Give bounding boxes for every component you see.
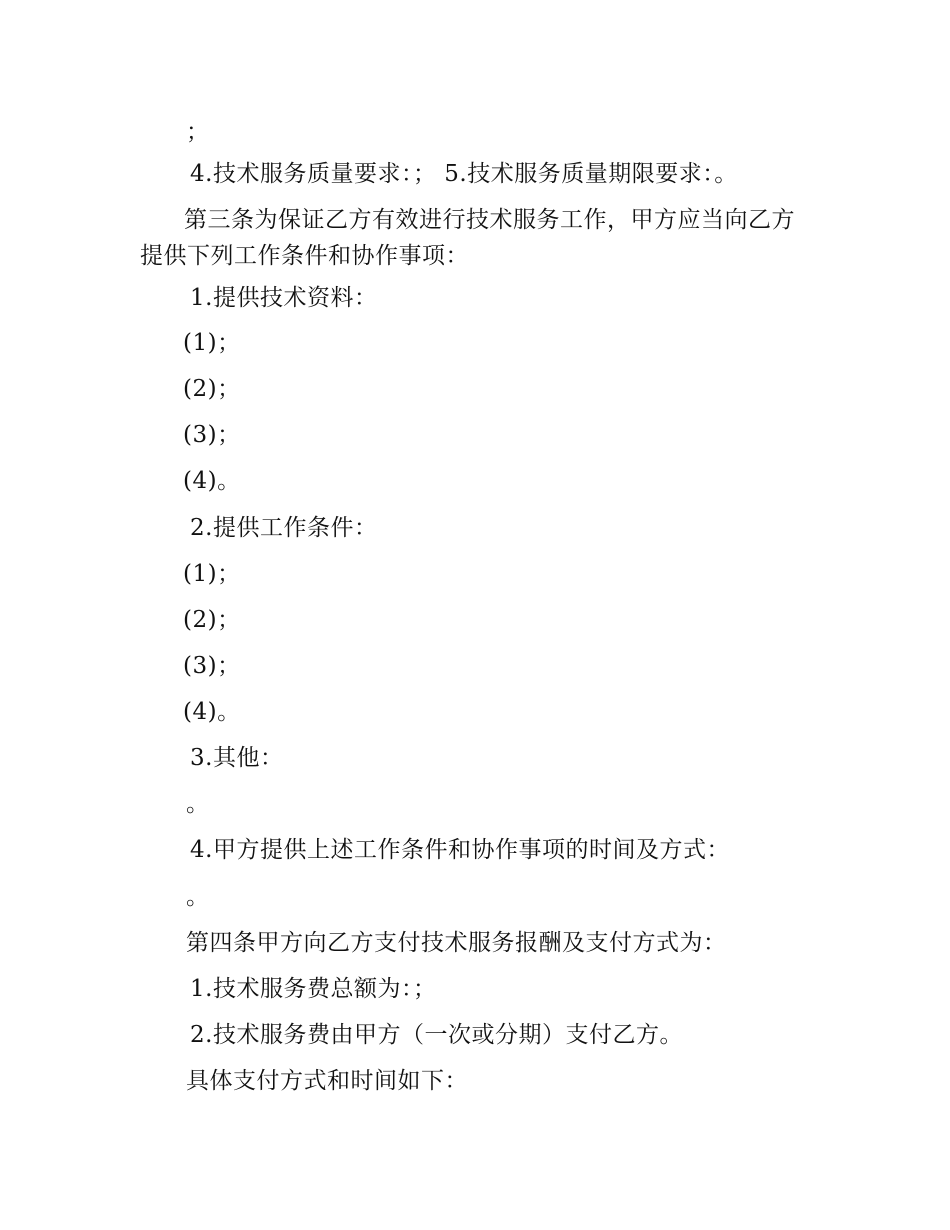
text-line: 4.技术服务质量要求：； 5.技术服务质量期限要求：。 — [190, 161, 738, 187]
text-line: (2)； — [183, 607, 241, 633]
text-line: ； — [186, 119, 210, 145]
article-four-heading: 第四条甲方向乙方支付技术服务报酬及支付方式为： — [186, 930, 727, 956]
text-line: (3)； — [183, 653, 241, 679]
text-line: 。 — [186, 884, 210, 910]
text-line: (4)。 — [183, 468, 241, 494]
text-line: 具体支付方式和时间如下： — [186, 1068, 468, 1094]
text-line: (4)。 — [183, 699, 241, 725]
text-line: 1.技术服务费总额为：； — [190, 976, 437, 1002]
text-line: 1.提供技术资料： — [190, 285, 378, 311]
article-three-paragraph: 第三条为保证乙方有效进行技术服务工作，甲方应当向乙方提供下列工作条件和协作事项： — [140, 207, 795, 269]
text-line: 2.技术服务费由甲方（一次或分期）支付乙方。 — [190, 1022, 683, 1048]
text-line: 4.甲方提供上述工作条件和协作事项的时间及方式： — [190, 837, 730, 863]
text-line: 3.其他： — [190, 745, 284, 771]
text-line: (3)； — [183, 422, 241, 448]
text-line: 2.提供工作条件： — [190, 515, 378, 541]
text-line: (1)； — [183, 330, 241, 356]
text-line: 。 — [186, 791, 210, 817]
text-line: (2)； — [183, 376, 241, 402]
text-line: (1)； — [183, 561, 241, 587]
